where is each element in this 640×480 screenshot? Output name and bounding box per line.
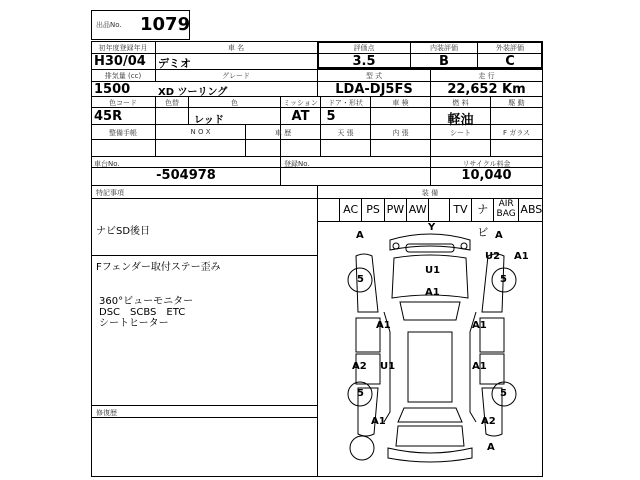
tire-rear-left-value: 5	[357, 388, 364, 399]
damage-front-right: A	[495, 230, 503, 241]
model-label: 型 式	[365, 72, 383, 80]
chassis-label: 車台No.	[94, 160, 120, 168]
equip-aw: AW	[407, 198, 429, 221]
fglass-label: F ガラス	[502, 129, 531, 137]
equip-ps: PS	[362, 198, 384, 221]
notes-label: 特記事項	[96, 189, 124, 197]
recycle-label: リサイクル料金	[462, 160, 511, 168]
mileage-label: 走 行	[478, 72, 495, 80]
car-diagram	[318, 222, 542, 476]
rear-hatch	[396, 426, 464, 446]
note-line-2: Fフェンダー取付ステー歪み	[96, 262, 221, 273]
note-line-3: 360°ビューモニター	[99, 296, 194, 307]
sunroof-label: 天 張	[337, 129, 354, 137]
model-value: LDA-DJ5FS	[335, 82, 413, 97]
damage-right-rear-a1: A1	[472, 361, 487, 372]
reg-value: H30/04	[94, 54, 146, 69]
note-line-4: DSC SCBS ETC	[99, 307, 186, 318]
color-change-label: 色替	[165, 99, 179, 107]
windshield	[400, 302, 460, 320]
cc-value: 1500	[94, 82, 131, 97]
front-bumper	[390, 234, 470, 250]
headlight-left	[393, 243, 399, 249]
equip-navi: ナビ	[472, 198, 494, 221]
score-value: 3.5	[352, 54, 376, 69]
tire-front-left-value: 5	[357, 274, 364, 285]
reg-label: 初年度登録年月	[98, 44, 148, 52]
equip-tv: TV	[450, 198, 472, 221]
damage-front-center: Y	[428, 222, 436, 233]
nox-label: N O X	[190, 128, 211, 136]
damage-rear-right: A2	[481, 416, 496, 427]
inner-label: 内 張	[392, 129, 409, 137]
damage-hood-a1: A1	[425, 287, 440, 298]
spare-tire	[350, 436, 374, 460]
color-code-value: 45R	[94, 109, 123, 124]
equip-blank	[429, 198, 449, 221]
name-label: 車 名	[227, 44, 245, 52]
equip-pw: PW	[385, 198, 407, 221]
front-grille	[406, 244, 454, 252]
damage-rear-bumper: A	[487, 442, 495, 453]
tire-rear-right-value: 5	[500, 388, 507, 399]
damage-left-rear-a2: A2	[352, 361, 367, 372]
damage-hood-u1: U1	[425, 265, 441, 276]
fuel-value: 軽油	[447, 113, 474, 128]
grade-value: XD ツーリング	[158, 87, 228, 98]
lot-label: 出品No.	[96, 21, 122, 29]
exterior-value: C	[505, 54, 515, 69]
drive-label: 駆 動	[508, 99, 525, 107]
equipment-label: 装 備	[421, 189, 439, 197]
color-value: レッド	[194, 115, 224, 126]
damage-front-left: A	[356, 230, 364, 241]
equip-abs: ABS	[520, 203, 543, 216]
interior-label: 内装評価	[430, 44, 458, 52]
damage-right-fender-a1: A1	[514, 251, 529, 262]
interior-value: B	[439, 54, 449, 69]
damage-right-fender-u2: U2	[485, 251, 501, 262]
damage-left-door: A1	[376, 320, 391, 331]
seat-label: シート	[450, 129, 471, 137]
regno-label: 登録No.	[284, 160, 310, 168]
mission-value: AT	[291, 109, 310, 124]
manual-label: 整備手帳	[109, 129, 137, 137]
damage-left-rear-u1: U1	[380, 361, 396, 372]
color-code-label: 色コード	[109, 99, 137, 107]
equipment-grid	[339, 198, 544, 239]
repair-label: 修復歴	[96, 409, 117, 417]
mission-label: ミッション	[283, 99, 318, 107]
rear-bumper	[388, 448, 472, 462]
lot-number: 1079	[140, 14, 191, 35]
inspection-label: 車 検	[392, 99, 409, 107]
name-value: デミオ	[158, 57, 191, 70]
damage-right-door: A1	[472, 320, 487, 331]
recycle-value: 10,040	[461, 168, 512, 183]
mileage-value: 22,652 Km	[447, 82, 526, 97]
fuel-label: 燃 料	[452, 99, 469, 107]
cc-label: 排気量 (cc)	[104, 72, 142, 80]
color-label: 色	[231, 99, 238, 107]
chassis-value: -504978	[156, 168, 216, 183]
damage-rear-left: A1	[371, 416, 386, 427]
history-label: 車 歴	[274, 129, 292, 137]
equip-airbag: AIR BAG	[494, 198, 518, 221]
headlight-right	[461, 243, 467, 249]
exterior-label: 外装評価	[496, 44, 524, 52]
grade-label: グレード	[222, 72, 250, 80]
doors-value: 5	[326, 109, 336, 124]
rear-window	[398, 408, 462, 422]
lot-box	[91, 10, 190, 40]
note-line-5: シートヒーター	[99, 318, 169, 329]
tire-front-right-value: 5	[500, 274, 507, 285]
roof	[408, 332, 452, 402]
note-line-1: ナビSD後日	[96, 226, 151, 237]
doors-label: ドア・形状	[328, 99, 363, 107]
score-label: 評価点	[353, 44, 375, 52]
equip-ac: AC	[340, 198, 362, 221]
